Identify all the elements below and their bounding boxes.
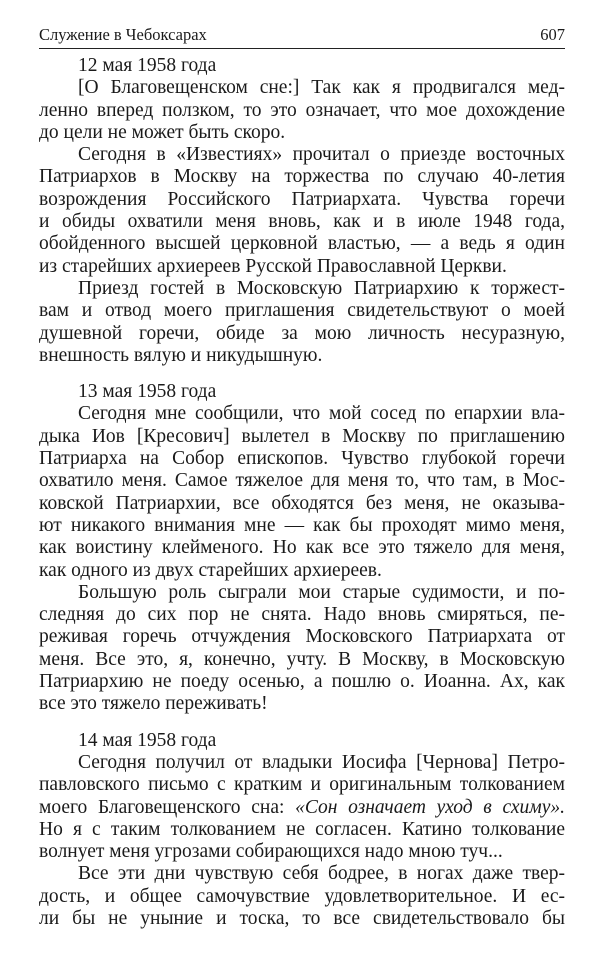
paragraph <box>39 403 565 581</box>
text-line <box>39 797 565 819</box>
text-line: ют никакого внимания мне — как бы проходят мимо меня, <box>39 514 565 536</box>
paragraph <box>39 582 565 716</box>
running-header <box>39 20 565 49</box>
text-line: реживая горечь отчуждения Московского Патриархата от <box>39 626 565 648</box>
paragraph <box>39 863 565 930</box>
running-title: Служение в Чебоксарах <box>39 25 207 44</box>
paragraph <box>39 144 565 278</box>
text-line: Сегодня мне сообщили, что мой сосед по епархии вла- <box>78 403 565 425</box>
text-line: до цели не может быть скоро. <box>39 121 286 143</box>
italic-quote: «Сон означает уход в схиму». <box>295 796 566 818</box>
text-line: меня. Все это, я, конечно, учту. В Москву, в Московскую <box>39 648 565 670</box>
text-line: Но я с таким толкованием не согласен. Катино толкование <box>39 818 565 840</box>
paragraph <box>39 278 565 367</box>
text-line: Сегодня получил от владыки Иосифа [Чернова] Петро- <box>78 751 565 773</box>
text-line: все это тяжело переживать! <box>39 693 268 715</box>
text-line: внешность вялую и никудышную. <box>39 344 323 366</box>
text-line: возрождения Российского Патриархата. Чувства горечи <box>39 188 565 210</box>
text-line: ленно вперед ползком, то это означает, что мое дохождение <box>39 99 565 121</box>
text-line: и обиды охватили меня вновь, как и в июле 1948 года, <box>39 211 565 233</box>
text-line: Все эти дни чувствую себя бодрее, в ногах даже твер- <box>78 863 565 885</box>
text-line: ли бы не уныние и тоска, то все свидетельствовало бы <box>39 907 565 929</box>
text-line: обойденного высшей церковной властью, — а ведь я один <box>39 233 565 255</box>
text-line: следняя до сих пор не снята. Надо вновь смиряться, пе- <box>39 604 565 626</box>
text-line: как воистину клейменого. Но как все это тяжело для меня, <box>39 537 565 559</box>
page-number: 607 <box>540 25 565 44</box>
text-line: павловского письмо с кратким и оригинальным толкованием <box>39 774 565 796</box>
page-body <box>39 55 565 930</box>
text-line: дыка Иов [Кресович] вылетел в Москву по приглашению <box>39 425 565 447</box>
text-line: как одного из двух старейших архиереев. <box>39 559 382 581</box>
text-line: Патриархию не поеду осенью, а пошлю о. Иоанна. Ах, как <box>39 671 565 693</box>
diary-entry <box>39 381 565 715</box>
paragraph <box>39 752 565 863</box>
text-line: волнует меня угрозами собирающихся надо мною туч... <box>39 841 503 863</box>
text-line: душевной горечи, обиде за мою личность несуразную, <box>39 322 565 344</box>
entry-date: 13 мая 1958 года <box>78 381 217 403</box>
text-line: [О Благовещенском сне:] Так как я продвигался мед- <box>78 77 565 99</box>
diary-entry <box>39 730 565 931</box>
text-line: охватило меня. Самое тяжелое для меня то, что там, в Мос- <box>39 470 565 492</box>
text-line: Сегодня в «Известиях» прочитал о приезде восточных <box>78 144 565 166</box>
text-line: Большую роль сыграли мои старые судимости, и по- <box>78 581 565 603</box>
text-segment: моего Благовещенского сна: <box>39 796 296 818</box>
text-line: из старейших архиереев Русской Православной Церкви. <box>39 255 507 277</box>
entry-date: 12 мая 1958 года <box>78 55 217 76</box>
diary-entry <box>39 55 565 367</box>
text-line: вам и отвод моего приглашения свидетельствуют о моей <box>39 300 565 322</box>
text-line: Приезд гостей в Московскую Патриархию к торжест- <box>78 277 565 299</box>
text-line: дость, и общее самочувствие удовлетворительное. И ес- <box>39 885 565 907</box>
text-line: ковской Патриархии, все обходятся без меня, не оказыва- <box>39 492 565 514</box>
text-line: Патриарха на Собор епископов. Чувство глубокой горечи <box>39 448 565 470</box>
entry-date: 14 мая 1958 года <box>78 729 217 751</box>
text-line: Патриархов в Москву на торжества по случаю 40-летия <box>39 166 565 188</box>
paragraph <box>39 77 565 144</box>
